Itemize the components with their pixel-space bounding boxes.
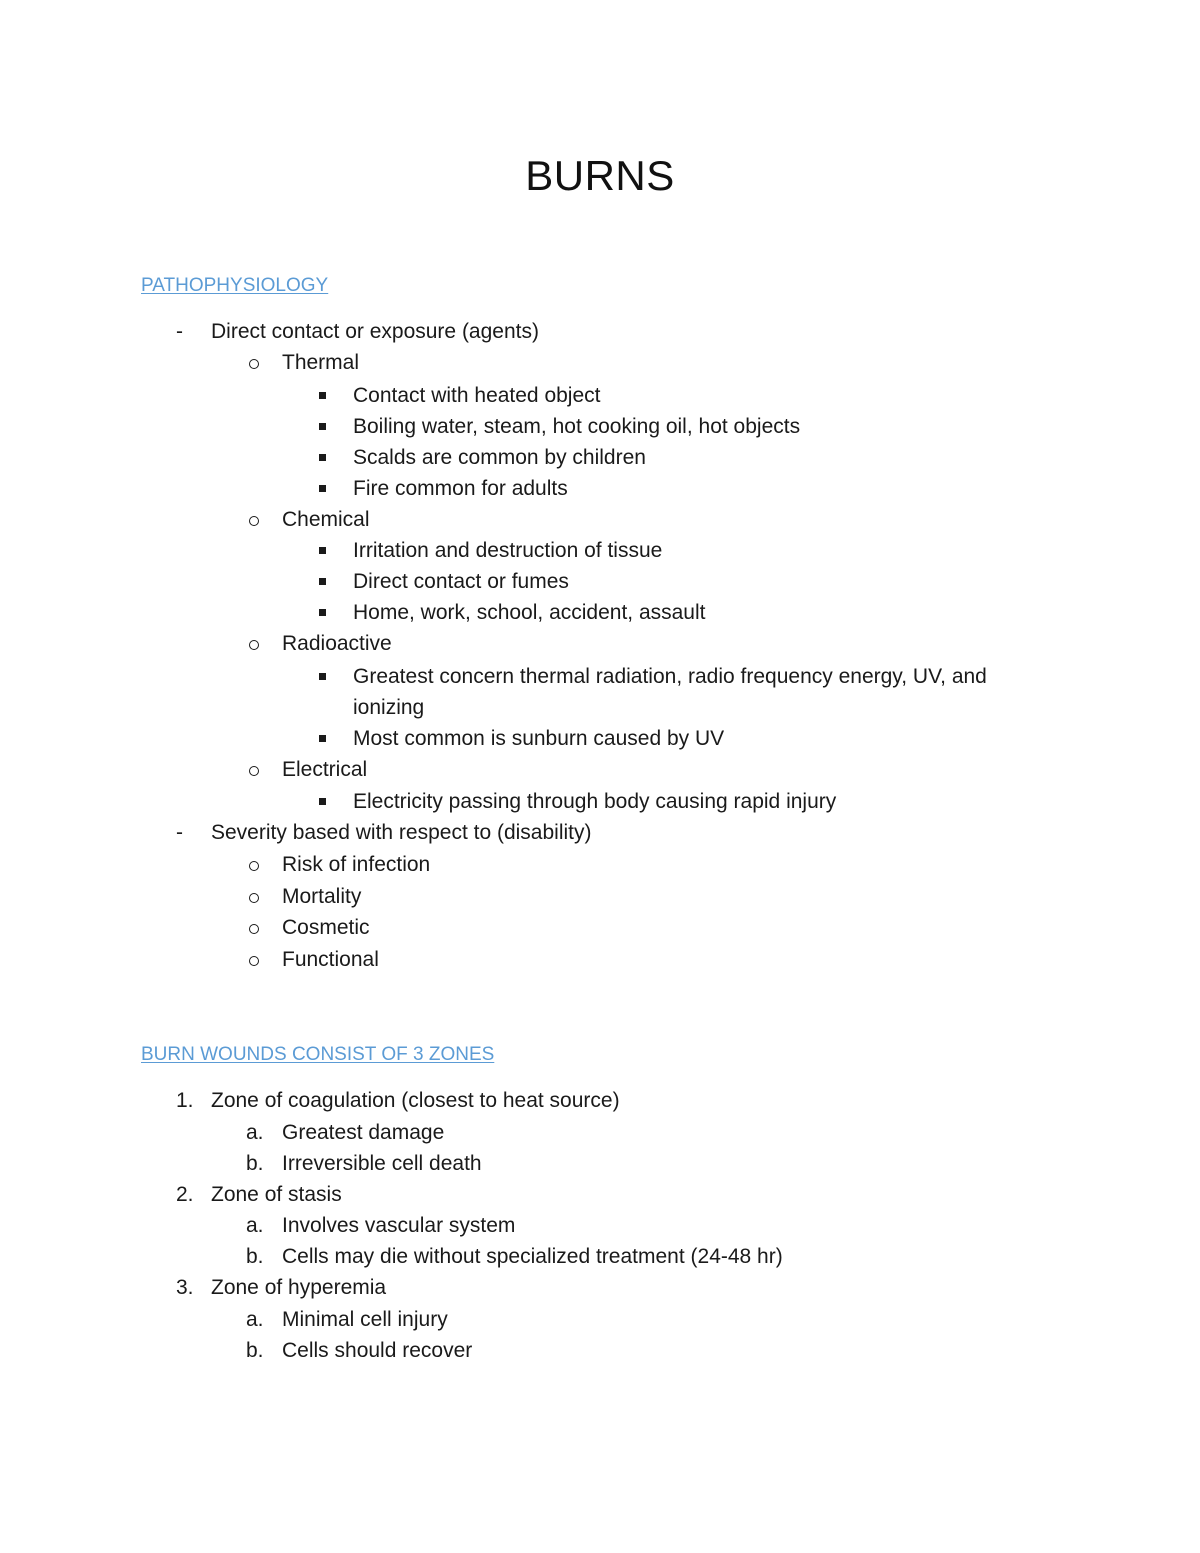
square-bullet-icon <box>319 673 326 680</box>
circle-bullet-icon <box>249 956 259 966</box>
list-item: Greatest damage <box>282 1121 445 1144</box>
square-bullet-icon <box>319 392 326 399</box>
circle-bullet-icon <box>249 640 259 650</box>
list-item: Cosmetic <box>282 916 370 939</box>
list-item: Radioactive <box>282 632 392 655</box>
list-item: Home, work, school, accident, assault <box>353 601 706 624</box>
list-item: Direct contact or exposure (agents) <box>211 320 539 343</box>
section-heading-zones: BURN WOUNDS CONSIST OF 3 ZONES <box>141 1044 495 1065</box>
list-item: Fire common for adults <box>353 477 568 500</box>
list-number: 1. <box>176 1089 194 1112</box>
list-item: Irreversible cell death <box>282 1152 482 1175</box>
list-item: Mortality <box>282 885 362 908</box>
list-letter: b. <box>246 1245 264 1268</box>
list-item: Scalds are common by children <box>353 446 646 469</box>
square-bullet-icon <box>319 423 326 430</box>
list-number: 2. <box>176 1183 194 1206</box>
list-item: Direct contact or fumes <box>353 570 569 593</box>
list-item: Severity based with respect to (disability) <box>211 821 592 844</box>
list-item: Involves vascular system <box>282 1214 516 1237</box>
list-item: Zone of stasis <box>211 1183 342 1206</box>
dash-bullet: - <box>176 320 183 343</box>
circle-bullet-icon <box>249 766 259 776</box>
list-letter: b. <box>246 1152 264 1175</box>
document-title: BURNS <box>525 152 675 199</box>
list-item: Thermal <box>282 351 360 374</box>
list-item: Greatest concern thermal radiation, radio frequency energy, UV, and <box>353 665 987 688</box>
list-item: Zone of hyperemia <box>211 1276 387 1299</box>
list-item: Electricity passing through body causing rapid injury <box>353 790 837 813</box>
list-item: Minimal cell injury <box>282 1308 448 1331</box>
list-letter: b. <box>246 1339 264 1362</box>
dash-bullet: - <box>176 821 183 844</box>
list-item-continuation: ionizing <box>353 696 425 719</box>
list-item: Zone of coagulation (closest to heat source) <box>211 1089 620 1112</box>
section-heading-pathophysiology: PATHOPHYSIOLOGY <box>141 275 329 296</box>
list-item: Cells may die without specialized treatment (24-48 hr) <box>282 1245 783 1268</box>
list-item: Electrical <box>282 758 368 781</box>
list-item: Boiling water, steam, hot cooking oil, hot objects <box>353 415 801 438</box>
square-bullet-icon <box>319 798 326 805</box>
square-bullet-icon <box>319 578 326 585</box>
list-item: Cells should recover <box>282 1339 473 1362</box>
square-bullet-icon <box>319 454 326 461</box>
list-item: Contact with heated object <box>353 384 601 407</box>
square-bullet-icon <box>319 609 326 616</box>
list-item: Functional <box>282 948 379 971</box>
square-bullet-icon <box>319 735 326 742</box>
list-item: Risk of infection <box>282 853 431 876</box>
list-letter: a. <box>246 1308 264 1331</box>
list-item: Chemical <box>282 508 370 531</box>
circle-bullet-icon <box>249 359 259 369</box>
circle-bullet-icon <box>249 861 259 871</box>
circle-bullet-icon <box>249 924 259 934</box>
square-bullet-icon <box>319 485 326 492</box>
list-item: Irritation and destruction of tissue <box>353 539 663 562</box>
list-number: 3. <box>176 1276 194 1299</box>
circle-bullet-icon <box>249 893 259 903</box>
list-letter: a. <box>246 1121 264 1144</box>
circle-bullet-icon <box>249 516 259 526</box>
list-letter: a. <box>246 1214 264 1237</box>
square-bullet-icon <box>319 547 326 554</box>
list-item: Most common is sunburn caused by UV <box>353 727 725 750</box>
